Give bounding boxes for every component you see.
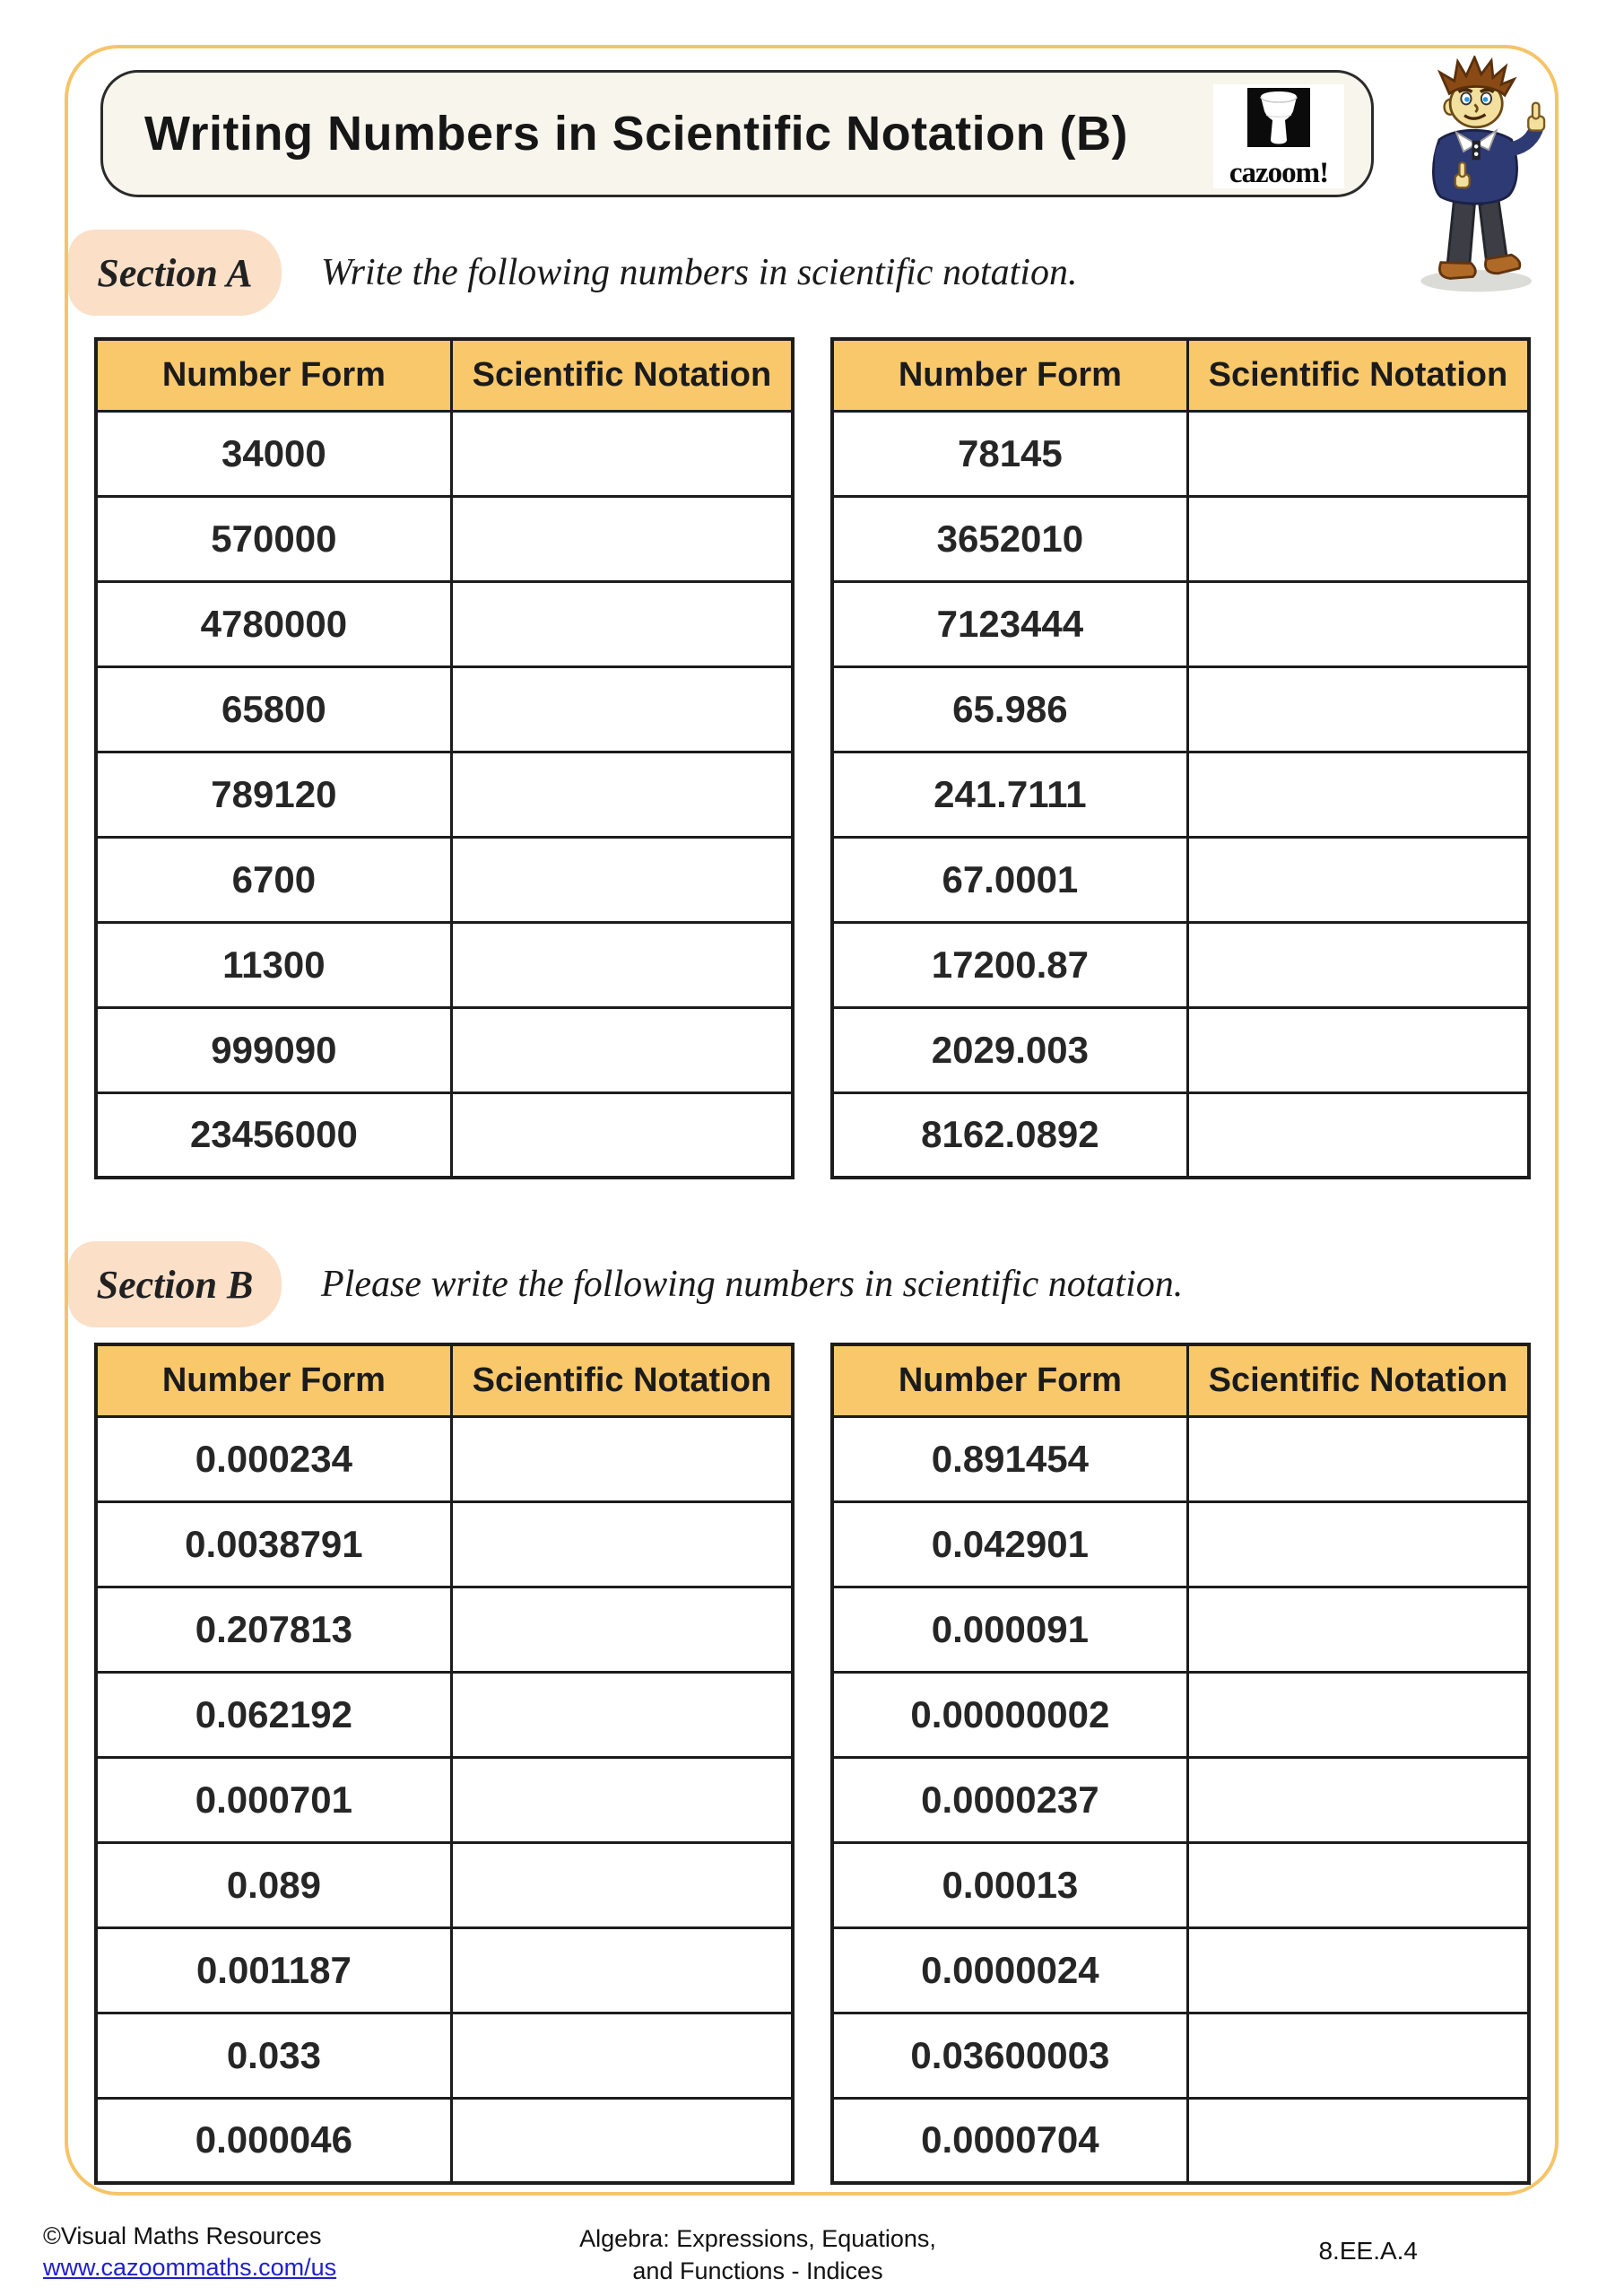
table-row bbox=[832, 1416, 1529, 1501]
drum-logo-icon bbox=[1246, 88, 1312, 158]
number-form-cell: 2029.003 bbox=[832, 1007, 1187, 1092]
number-form-cell: 3652010 bbox=[832, 496, 1187, 581]
table-row bbox=[96, 496, 793, 581]
scientific-notation-answer-cell[interactable] bbox=[1187, 2098, 1529, 2183]
scientific-notation-answer-cell[interactable] bbox=[451, 2013, 793, 2098]
number-form-cell: 0.891454 bbox=[832, 1416, 1187, 1501]
scientific-notation-answer-cell[interactable] bbox=[1187, 496, 1529, 581]
number-form-cell: 0.207813 bbox=[96, 1587, 451, 1672]
worksheet-table bbox=[830, 1343, 1531, 2185]
scientific-notation-answer-cell[interactable] bbox=[451, 1007, 793, 1092]
number-form-cell: 0.00000002 bbox=[832, 1672, 1187, 1757]
scientific-notation-answer-cell[interactable] bbox=[1187, 752, 1529, 837]
number-form-cell: 0.000701 bbox=[96, 1757, 451, 1842]
section-b-header bbox=[68, 1241, 1183, 1327]
scientific-notation-answer-cell[interactable] bbox=[1187, 1927, 1529, 2013]
number-form-cell: 789120 bbox=[96, 752, 451, 837]
table-row bbox=[96, 2013, 793, 2098]
number-form-cell: 0.062192 bbox=[96, 1672, 451, 1757]
number-form-cell: 0.000046 bbox=[96, 2098, 451, 2183]
scientific-notation-answer-cell[interactable] bbox=[451, 1672, 793, 1757]
section-b-table-right bbox=[830, 1343, 1531, 2185]
website-link[interactable]: www.cazoommaths.com/us bbox=[43, 2254, 337, 2282]
scientific-notation-answer-cell[interactable] bbox=[451, 2098, 793, 2183]
number-form-cell: 999090 bbox=[96, 1007, 451, 1092]
table-row bbox=[832, 752, 1529, 837]
scientific-notation-answer-cell[interactable] bbox=[451, 1501, 793, 1587]
table-row bbox=[832, 1007, 1529, 1092]
cazoom-logo bbox=[1213, 84, 1344, 188]
number-form-cell: 0.033 bbox=[96, 2013, 451, 2098]
scientific-notation-answer-cell[interactable] bbox=[1187, 1092, 1529, 1178]
number-form-cell: 0.03600003 bbox=[832, 2013, 1187, 2098]
scientific-notation-answer-cell[interactable] bbox=[1187, 1007, 1529, 1092]
number-form-cell: 570000 bbox=[96, 496, 451, 581]
table-row bbox=[832, 922, 1529, 1007]
table-row bbox=[832, 837, 1529, 922]
column-header: Number Form bbox=[96, 1344, 451, 1416]
number-form-cell: 67.0001 bbox=[832, 837, 1187, 922]
table-row bbox=[832, 2013, 1529, 2098]
column-header: Scientific Notation bbox=[1187, 339, 1529, 411]
table-row bbox=[96, 1842, 793, 1927]
scientific-notation-answer-cell[interactable] bbox=[1187, 1501, 1529, 1587]
scientific-notation-answer-cell[interactable] bbox=[1187, 581, 1529, 666]
number-form-cell: 0.0000024 bbox=[832, 1927, 1187, 2013]
scientific-notation-answer-cell[interactable] bbox=[1187, 1842, 1529, 1927]
table-row bbox=[96, 1007, 793, 1092]
section-a-tables bbox=[94, 337, 1531, 1179]
scientific-notation-answer-cell[interactable] bbox=[451, 1587, 793, 1672]
scientific-notation-answer-cell[interactable] bbox=[1187, 837, 1529, 922]
table-row bbox=[832, 2098, 1529, 2183]
column-header: Number Form bbox=[96, 339, 451, 411]
scientific-notation-answer-cell[interactable] bbox=[451, 1092, 793, 1178]
worksheet-table bbox=[94, 1343, 795, 2185]
scientific-notation-answer-cell[interactable] bbox=[451, 752, 793, 837]
column-header: Number Form bbox=[832, 1344, 1187, 1416]
section-a-table-right bbox=[830, 337, 1531, 1179]
page-title: Writing Numbers in Scientific Notation (B) bbox=[144, 107, 1129, 161]
table-row bbox=[96, 1416, 793, 1501]
table-row bbox=[96, 837, 793, 922]
cazoom-wordmark: cazoom! bbox=[1229, 157, 1329, 189]
scientific-notation-answer-cell[interactable] bbox=[451, 1757, 793, 1842]
scientific-notation-answer-cell[interactable] bbox=[451, 1927, 793, 2013]
table-row bbox=[96, 411, 793, 496]
number-form-cell: 0.089 bbox=[96, 1842, 451, 1927]
number-form-cell: 23456000 bbox=[96, 1092, 451, 1178]
table-row bbox=[832, 1927, 1529, 2013]
scientific-notation-answer-cell[interactable] bbox=[451, 1842, 793, 1927]
number-form-cell: 78145 bbox=[832, 411, 1187, 496]
number-form-cell: 6700 bbox=[96, 837, 451, 922]
copyright-text: ©Visual Maths Resources bbox=[43, 2222, 322, 2249]
table-row bbox=[96, 1092, 793, 1178]
table-row bbox=[832, 1672, 1529, 1757]
table-row bbox=[96, 922, 793, 1007]
scientific-notation-answer-cell[interactable] bbox=[1187, 1672, 1529, 1757]
table-row bbox=[96, 581, 793, 666]
table-row bbox=[832, 496, 1529, 581]
scientific-notation-answer-cell[interactable] bbox=[451, 411, 793, 496]
scientific-notation-answer-cell[interactable] bbox=[1187, 1757, 1529, 1842]
topic-line-2: and Functions - Indices bbox=[632, 2257, 883, 2285]
number-form-cell: 65.986 bbox=[832, 666, 1187, 752]
topic-line-1: Algebra: Expressions, Equations, bbox=[579, 2225, 936, 2252]
scientific-notation-answer-cell[interactable] bbox=[1187, 922, 1529, 1007]
scientific-notation-answer-cell[interactable] bbox=[451, 837, 793, 922]
scientific-notation-answer-cell[interactable] bbox=[1187, 666, 1529, 752]
number-form-cell: 0.0000704 bbox=[832, 2098, 1187, 2183]
scientific-notation-answer-cell[interactable] bbox=[1187, 411, 1529, 496]
section-b-label: Section B bbox=[68, 1241, 282, 1327]
scientific-notation-answer-cell[interactable] bbox=[451, 666, 793, 752]
number-form-cell: 0.001187 bbox=[96, 1927, 451, 2013]
mascot-boy-illustration bbox=[1399, 56, 1559, 300]
table-row bbox=[96, 1587, 793, 1672]
scientific-notation-answer-cell[interactable] bbox=[1187, 1416, 1529, 1501]
standard-code: 8.EE.A.4 bbox=[1318, 2237, 1418, 2265]
column-header: Number Form bbox=[832, 339, 1187, 411]
number-form-cell: 8162.0892 bbox=[832, 1092, 1187, 1178]
number-form-cell: 0.042901 bbox=[832, 1501, 1187, 1587]
scientific-notation-answer-cell[interactable] bbox=[451, 581, 793, 666]
table-row bbox=[832, 581, 1529, 666]
number-form-cell: 0.0000237 bbox=[832, 1757, 1187, 1842]
section-a-label: Section A bbox=[68, 230, 282, 316]
scientific-notation-answer-cell[interactable] bbox=[1187, 2013, 1529, 2098]
worksheet-table bbox=[94, 337, 795, 1179]
section-b-table-left bbox=[94, 1343, 795, 2185]
number-form-cell: 0.00013 bbox=[832, 1842, 1187, 1927]
title-box bbox=[100, 70, 1374, 197]
number-form-cell: 0.000091 bbox=[832, 1587, 1187, 1672]
table-row bbox=[832, 666, 1529, 752]
section-a-header bbox=[68, 230, 1077, 316]
worksheet-table bbox=[830, 337, 1531, 1179]
section-a-instruction: Write the following numbers in scientific notation. bbox=[321, 252, 1078, 293]
footer-left bbox=[43, 2221, 336, 2283]
table-row bbox=[832, 1501, 1529, 1587]
number-form-cell: 65800 bbox=[96, 666, 451, 752]
number-form-cell: 241.7111 bbox=[832, 752, 1187, 837]
number-form-cell: 4780000 bbox=[96, 581, 451, 666]
table-row bbox=[96, 752, 793, 837]
number-form-cell: 0.0038791 bbox=[96, 1501, 451, 1587]
number-form-cell: 34000 bbox=[96, 411, 451, 496]
footer-topic bbox=[579, 2222, 936, 2288]
table-row bbox=[832, 1092, 1529, 1178]
table-row bbox=[96, 666, 793, 752]
column-header: Scientific Notation bbox=[1187, 1344, 1529, 1416]
section-a-table-left bbox=[94, 337, 795, 1179]
table-row bbox=[832, 1587, 1529, 1672]
table-row bbox=[96, 1927, 793, 2013]
table-row bbox=[96, 1672, 793, 1757]
table-row bbox=[832, 1842, 1529, 1927]
number-form-cell: 11300 bbox=[96, 922, 451, 1007]
column-header: Scientific Notation bbox=[451, 339, 793, 411]
table-row bbox=[96, 1501, 793, 1587]
scientific-notation-answer-cell[interactable] bbox=[451, 496, 793, 581]
table-row bbox=[96, 2098, 793, 2183]
table-row bbox=[832, 1757, 1529, 1842]
scientific-notation-answer-cell[interactable] bbox=[1187, 1587, 1529, 1672]
section-b-tables bbox=[94, 1343, 1531, 2185]
scientific-notation-answer-cell[interactable] bbox=[451, 1416, 793, 1501]
number-form-cell: 7123444 bbox=[832, 581, 1187, 666]
number-form-cell: 17200.87 bbox=[832, 922, 1187, 1007]
section-b-instruction: Please write the following numbers in scientific notation. bbox=[321, 1264, 1184, 1305]
number-form-cell: 0.000234 bbox=[96, 1416, 451, 1501]
scientific-notation-answer-cell[interactable] bbox=[451, 922, 793, 1007]
table-row bbox=[832, 411, 1529, 496]
column-header: Scientific Notation bbox=[451, 1344, 793, 1416]
table-row bbox=[96, 1757, 793, 1842]
